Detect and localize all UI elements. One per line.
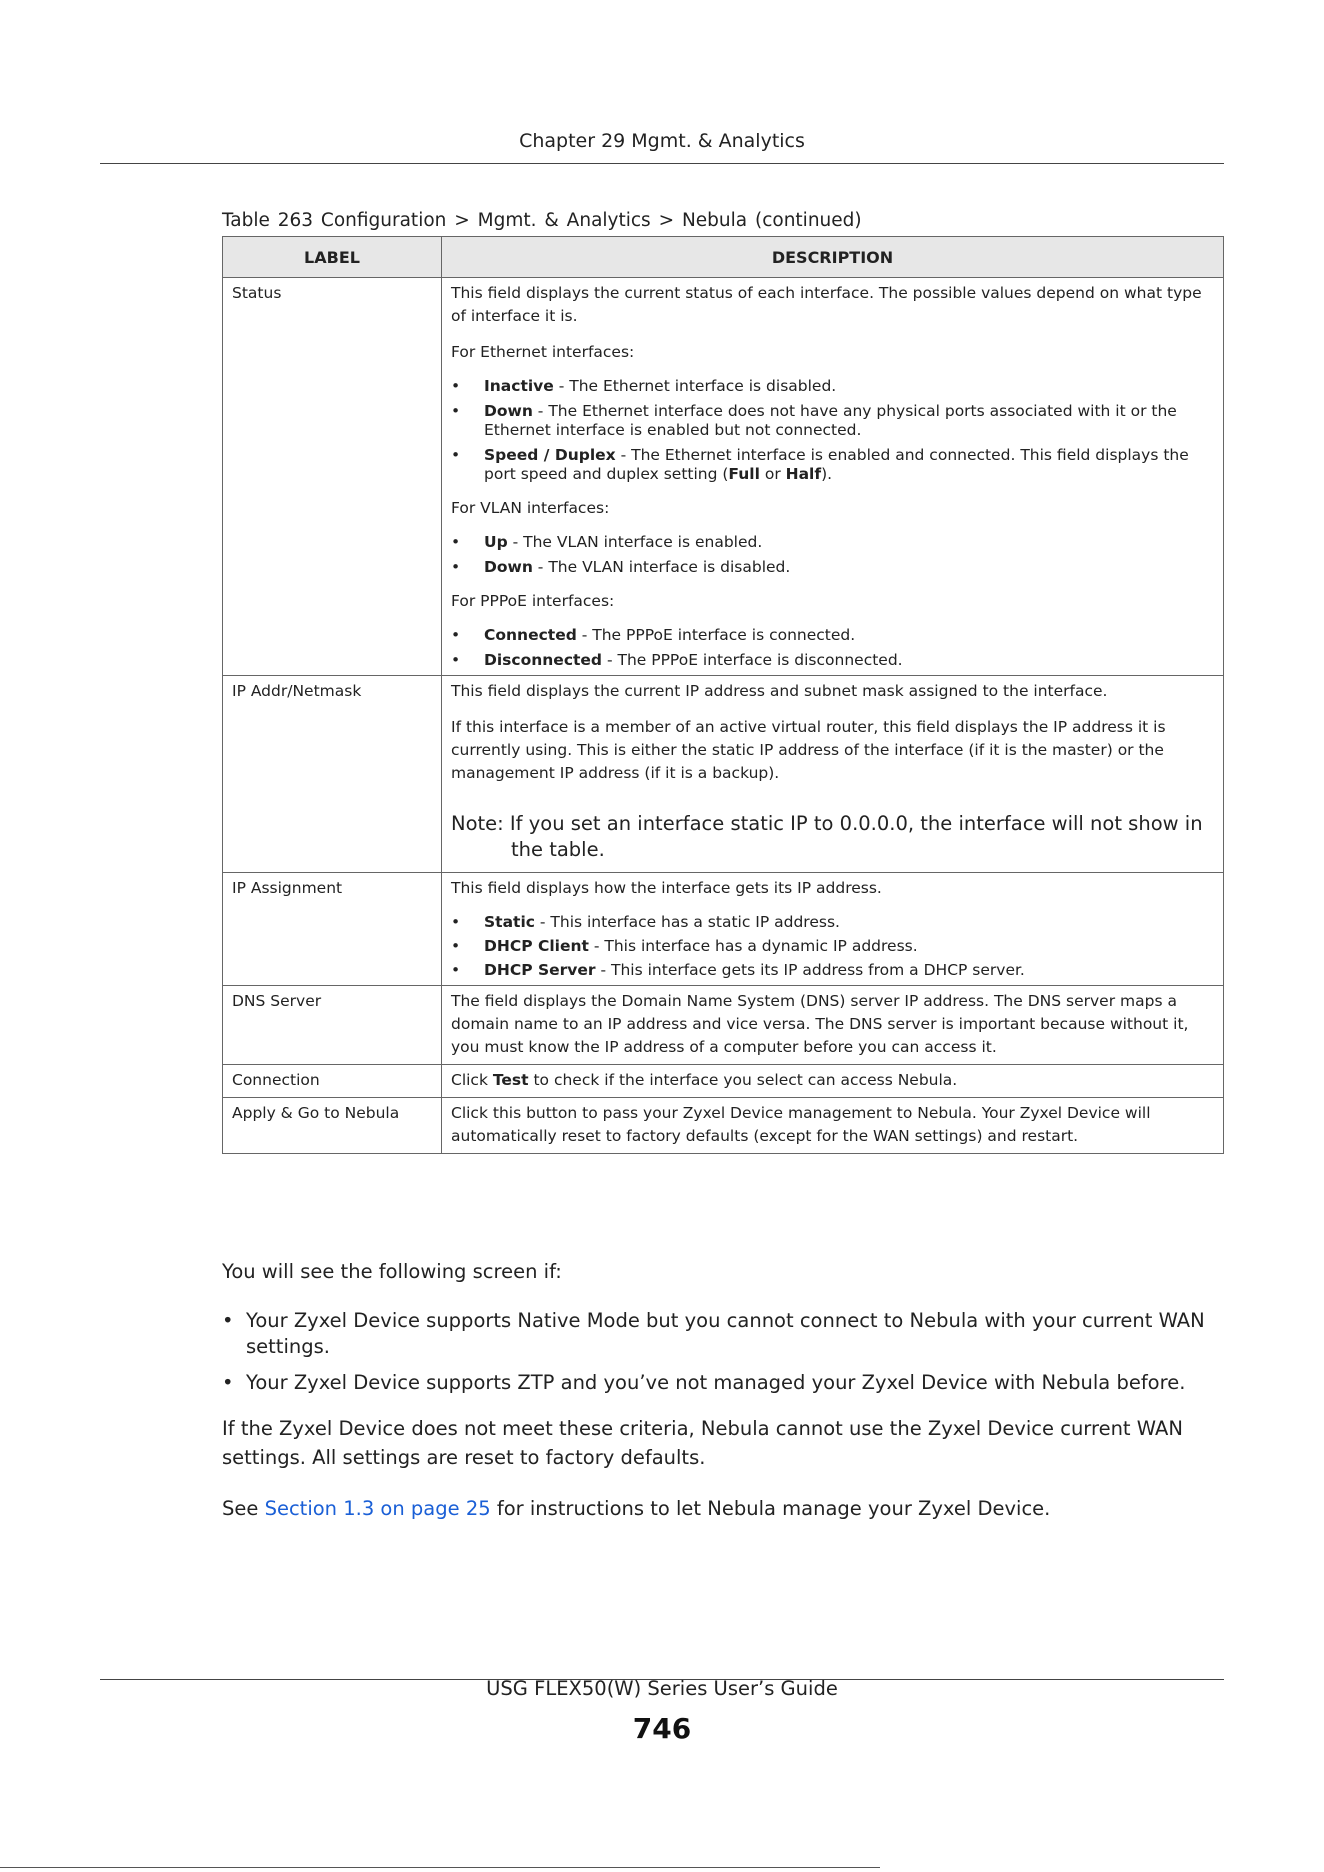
row-description — [442, 676, 1224, 873]
screen-intro: You will see the following screen if: — [222, 1260, 562, 1283]
duplex-half: Half — [785, 465, 822, 483]
ip-addr-virtual-router: If this interface is a member of an active virtual router, this field displays the IP address it is currently using. This is either the static IP address of the interface (if it is the master) or the management IP address (if it is a backup). — [451, 718, 1166, 782]
status-term: Speed / Duplex — [484, 446, 616, 464]
nebula-config-table — [222, 236, 1224, 1154]
table-row-apply — [223, 1098, 1224, 1154]
vlan-heading: For VLAN interfaces: — [451, 499, 610, 517]
ip-addr-note: Note: If you set an interface static IP to 0.0.0.0, the interface will not show in the table. — [451, 812, 1203, 861]
assignment-desc: - This interface has a static IP address. — [534, 913, 840, 931]
condition-list — [222, 1308, 1222, 1406]
guide-title: USG FLEX50(W) Series User’s Guide — [486, 1677, 838, 1700]
ethernet-heading: For Ethernet interfaces: — [451, 343, 635, 361]
header-label: LABEL — [223, 237, 442, 278]
ip-addr-desc: This field displays the current IP address and subnet mask assigned to the interface. — [451, 682, 1108, 700]
duplex-tail: ). — [821, 465, 833, 483]
list-item — [451, 446, 1213, 484]
ip-assignment-list — [451, 913, 1213, 980]
see-post: for instructions to let Nebula manage your Zyxel Device. — [490, 1497, 1051, 1520]
chapter-title: Chapter 29 Mgmt. & Analytics — [519, 130, 805, 152]
status-term: Disconnected — [484, 651, 603, 669]
status-desc: - The VLAN interface is disabled. — [532, 558, 791, 576]
ip-assignment-desc: This field displays how the interface gets its IP address. — [451, 879, 882, 897]
see-pre: See — [222, 1497, 265, 1520]
list-item — [451, 533, 1213, 552]
status-desc: - The Ethernet interface does not have any physical ports associated with it or the Ethernet interface is enabled but not connected. — [484, 402, 1177, 439]
row-description — [442, 278, 1224, 676]
connection-post: to check if the interface you select can access Nebula. — [528, 1071, 958, 1089]
row-label: DNS Server — [223, 986, 442, 1065]
assignment-desc: - This interface gets its IP address from a DHCP server. — [595, 961, 1025, 979]
row-label: IP Addr/Netmask — [223, 676, 442, 873]
status-term: Connected — [484, 626, 577, 644]
duplex-full: Full — [728, 465, 760, 483]
table-row-ip-addr — [223, 676, 1224, 873]
table-row-dns — [223, 986, 1224, 1065]
section-link[interactable]: Section 1.3 on page 25 — [264, 1497, 491, 1520]
status-desc: - The Ethernet interface is disabled. — [553, 377, 837, 395]
pppoe-status-list — [451, 626, 1213, 670]
test-term: Test — [492, 1071, 529, 1089]
list-item — [451, 402, 1213, 440]
list-item — [451, 961, 1213, 980]
table-row-status — [223, 278, 1224, 676]
row-label: Connection — [223, 1065, 442, 1098]
list-item — [451, 913, 1213, 932]
status-term: Down — [484, 402, 533, 420]
status-intro: This field displays the current status of each interface. The possible values depend on what type of interface it is. — [451, 284, 1202, 325]
status-desc: - The Ethernet interface is enabled and connected. This field displays the port speed and duplex setting ( — [484, 446, 1189, 483]
table-caption: Table 263 Configuration > Mgmt. & Analytics > Nebula (continued) — [222, 210, 862, 231]
row-label: Apply & Go to Nebula — [223, 1098, 442, 1154]
assignment-term: DHCP Client — [484, 937, 589, 955]
row-description: The field displays the Domain Name System (DNS) server IP address. The DNS server maps a domain name to an IP address and vice versa. The DNS server is important because without it, you must know the IP address of a computer before you can access it. — [442, 986, 1224, 1065]
see-section-paragraph — [222, 1494, 1222, 1523]
row-description — [442, 873, 1224, 986]
assignment-desc: - This interface has a dynamic IP address. — [588, 937, 918, 955]
status-desc: - The PPPoE interface is disconnected. — [602, 651, 903, 669]
bottom-edge-line — [0, 1867, 880, 1868]
table-header-row — [223, 237, 1224, 278]
connection-pre: Click — [451, 1071, 493, 1089]
table-row-connection — [223, 1065, 1224, 1098]
list-item — [451, 558, 1213, 577]
row-description — [442, 1065, 1224, 1098]
list-item: • Your Zyxel Device supports Native Mode but you cannot connect to Nebula with your current WAN settings. — [222, 1308, 1222, 1360]
pppoe-heading: For PPPoE interfaces: — [451, 592, 615, 610]
list-item — [451, 626, 1213, 645]
row-label: Status — [223, 278, 442, 676]
status-term: Up — [484, 533, 508, 551]
status-desc: - The VLAN interface is enabled. — [507, 533, 763, 551]
assignment-term: Static — [484, 913, 535, 931]
ethernet-status-list — [451, 377, 1213, 484]
header-rule — [100, 163, 1224, 164]
header-description: DESCRIPTION — [442, 237, 1224, 278]
status-desc: - The PPPoE interface is connected. — [576, 626, 856, 644]
list-item — [451, 937, 1213, 956]
list-item — [451, 651, 1213, 670]
criteria-paragraph: If the Zyxel Device does not meet these criteria, Nebula cannot use the Zyxel Device current WAN settings. All settings are reset to factory defaults. — [222, 1417, 1183, 1469]
row-description: Click this button to pass your Zyxel Device management to Nebula. Your Zyxel Device will automatically reset to factory defaults (except for the WAN settings) and restart. — [442, 1098, 1224, 1154]
table-row-ip-assignment — [223, 873, 1224, 986]
list-item — [451, 377, 1213, 396]
status-term: Down — [484, 558, 533, 576]
status-term: Inactive — [484, 377, 554, 395]
vlan-status-list — [451, 533, 1213, 577]
list-item: • Your Zyxel Device supports ZTP and you’ve not managed your Zyxel Device with Nebula before. — [222, 1370, 1222, 1396]
assignment-term: DHCP Server — [484, 961, 596, 979]
page-number: 746 — [632, 1712, 692, 1745]
duplex-or: or — [759, 465, 786, 483]
row-label: IP Assignment — [223, 873, 442, 986]
